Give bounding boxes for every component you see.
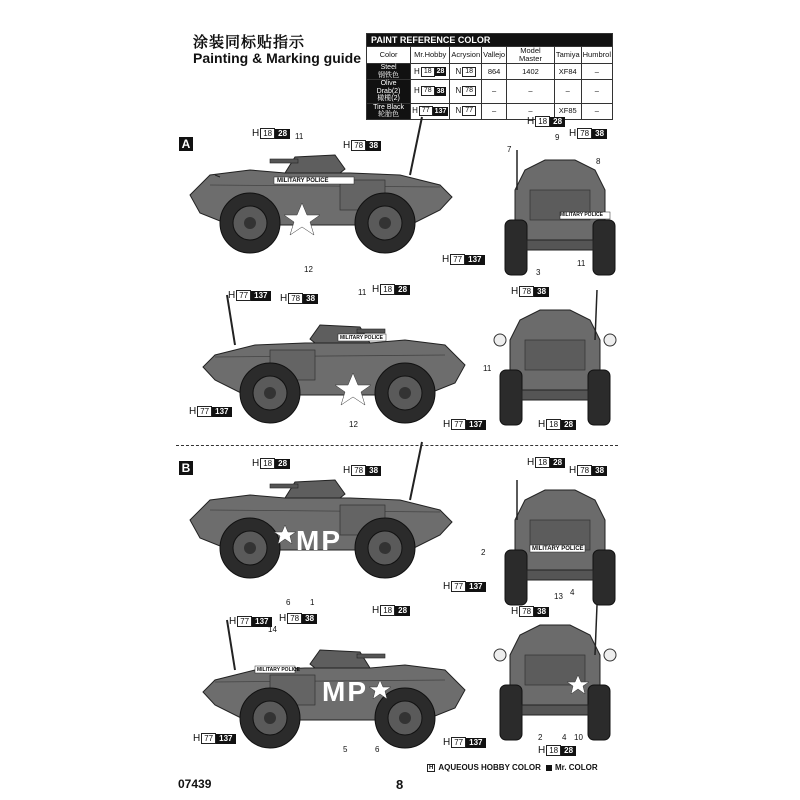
n-code: 78 — [462, 86, 476, 96]
humbrol-cell: – — [581, 80, 612, 104]
vehicle-b-front-view — [494, 605, 616, 740]
h-code: 18 — [535, 457, 550, 468]
vehicle-a-front-view — [494, 290, 616, 425]
callout-olive — [511, 606, 549, 617]
h-code: 78 — [421, 86, 435, 96]
h-code: 18 — [546, 419, 561, 430]
catalog-number: 07439 — [178, 777, 212, 791]
color-name-cn: 橄榄(2) — [377, 95, 400, 102]
part-number: 6 — [286, 598, 291, 607]
h-letter: H — [229, 616, 237, 627]
tamiya-cell: XF85 — [554, 103, 581, 119]
vehicle-b1-side — [190, 442, 452, 578]
c-code: 137 — [465, 255, 484, 265]
h-code: 18 — [380, 284, 395, 295]
c-code: 28 — [561, 420, 576, 430]
humbrol-cell: – — [581, 103, 612, 119]
part-number: 12 — [304, 265, 313, 274]
callout-olive — [343, 465, 381, 476]
h-code: 18 — [380, 605, 395, 616]
col-acrysion: Acrysion — [450, 47, 482, 64]
n-letter: N — [455, 106, 462, 115]
color-name-en: Olive Drab(2) — [376, 80, 401, 95]
callout-tire — [443, 419, 486, 430]
c-code: 137 — [251, 291, 270, 301]
h-code: 78 — [577, 128, 592, 139]
h-letter: H — [443, 737, 451, 748]
callout-tire — [442, 254, 485, 265]
callout-tire — [443, 581, 486, 592]
c-code: 137 — [466, 738, 485, 748]
h-letter: H — [414, 86, 420, 96]
color-name-cn: 钢铁色 — [378, 71, 400, 79]
c-code: 28 — [561, 746, 576, 756]
part-number: 1 — [310, 598, 315, 607]
h-letter: H — [189, 406, 197, 417]
h-code: 78 — [287, 613, 302, 624]
h-code: 78 — [519, 606, 534, 617]
c-code: 28 — [550, 458, 565, 468]
h-code: 18 — [260, 128, 275, 139]
title-chinese: 涂装同标贴指示 — [193, 33, 306, 51]
col-modelmaster: Model Master — [507, 47, 555, 64]
c-code: 137 — [434, 107, 447, 115]
h-letter: H — [252, 128, 260, 139]
legend-mr-color-label: Mr. COLOR — [555, 763, 598, 772]
h-code: 77 — [236, 290, 251, 301]
c-code: 28 — [436, 68, 445, 75]
c-legend-box — [546, 765, 552, 771]
c-code: 28 — [395, 606, 410, 616]
page-number: 8 — [396, 777, 404, 792]
h-code: 77 — [450, 254, 465, 265]
part-number: 2 — [538, 733, 543, 742]
h-letter: H — [280, 293, 288, 304]
callout-steel — [527, 116, 565, 127]
n-letter: N — [455, 86, 462, 96]
vehicle-a2-side — [203, 295, 465, 423]
c-code: 28 — [275, 459, 290, 469]
h-code: 77 — [451, 737, 466, 748]
callout-steel — [252, 458, 290, 469]
n-code: 18 — [462, 67, 476, 77]
h-code: 77 — [451, 581, 466, 592]
c-code: 38 — [592, 129, 607, 139]
h-letter: H — [443, 419, 451, 430]
h-letter: H — [279, 613, 287, 624]
vallejo-cell: – — [482, 103, 507, 119]
h-letter: H — [511, 286, 519, 297]
h-letter: H — [569, 128, 577, 139]
c-code: 28 — [550, 117, 565, 127]
h-letter: H — [527, 457, 535, 468]
c-code: 137 — [252, 617, 271, 627]
n-code: 77 — [462, 106, 476, 116]
c-code: 137 — [466, 582, 485, 592]
h-code: 77 — [451, 419, 466, 430]
part-number: 11 — [295, 132, 304, 141]
callout-steel — [372, 605, 410, 616]
part-number: 5 — [343, 745, 348, 754]
table-header: PAINT REFERENCE COLOR — [367, 34, 613, 47]
part-number: 10 — [574, 733, 583, 742]
c-code: 28 — [275, 129, 290, 139]
part-number: 13 — [554, 592, 563, 601]
callout-olive — [511, 286, 549, 297]
callout-steel — [372, 284, 410, 295]
section-a-marker: A — [179, 137, 193, 151]
legend-aqueous — [427, 763, 541, 772]
col-humbrol: Humbrol — [581, 47, 612, 64]
part-number: 4 — [562, 733, 567, 742]
part-number: 3 — [536, 268, 541, 277]
vallejo-cell: – — [482, 80, 507, 104]
c-code: 38 — [534, 607, 549, 617]
h-letter: H — [372, 605, 380, 616]
part-number: 11 — [358, 288, 367, 297]
h-letter: H — [569, 465, 577, 476]
h-letter: H — [538, 419, 546, 430]
h-code: 18 — [260, 458, 275, 469]
c-code: 38 — [303, 294, 318, 304]
color-name-cn: 轮胎色 — [378, 111, 400, 118]
c-code: 137 — [212, 407, 231, 417]
h-letter: H — [414, 66, 420, 76]
callout-steel — [252, 128, 290, 139]
color-name-en: Tire Black — [373, 103, 404, 111]
col-color: Color — [367, 47, 411, 64]
part-number: 6 — [375, 745, 380, 754]
callout-tire — [193, 733, 236, 744]
col-tamiya: Tamiya — [554, 47, 581, 64]
modelmaster-cell: 1402 — [507, 64, 555, 80]
h-letter: H — [228, 290, 236, 301]
decal-military-police-b2: MILITARY POLICE — [257, 667, 300, 673]
callout-olive — [569, 128, 607, 139]
legend-mr-color — [546, 763, 598, 772]
c-code: 137 — [466, 420, 485, 430]
decal-military-police-a-rear: MILITARY POLICE — [560, 212, 603, 218]
h-legend-box: H — [429, 764, 434, 771]
h-code: 78 — [351, 465, 366, 476]
section-b-marker: B — [179, 461, 193, 475]
h-code: 18 — [535, 116, 550, 127]
h-letter: H — [443, 581, 451, 592]
h-code: 77 — [237, 616, 252, 627]
h-letter: H — [442, 254, 450, 265]
callout-olive — [569, 465, 607, 476]
modelmaster-cell: – — [507, 80, 555, 104]
tamiya-cell: XF84 — [554, 64, 581, 80]
h-code: 77 — [197, 406, 212, 417]
vehicle-b-rear-view — [505, 480, 615, 605]
h-letter: H — [343, 140, 351, 151]
c-code: 38 — [366, 141, 381, 151]
callout-tire — [229, 616, 272, 627]
modelmaster-cell: – — [507, 103, 555, 119]
callout-steel — [538, 745, 576, 756]
part-number: 11 — [577, 259, 586, 268]
h-code: 18 — [421, 67, 435, 77]
h-letter: H — [511, 606, 519, 617]
n-letter: N — [455, 66, 462, 76]
h-letter: H — [193, 733, 201, 744]
part-number: 8 — [596, 157, 601, 166]
c-code: 28 — [395, 285, 410, 295]
vehicle-a1-side — [190, 117, 452, 253]
c-code: 38 — [592, 466, 607, 476]
h-code: 18 — [546, 745, 561, 756]
h-code: 78 — [288, 293, 303, 304]
decal-military-police-a1: MILITARY POLICE — [277, 178, 329, 184]
part-number: 7 — [507, 145, 512, 154]
h-letter: H — [527, 116, 535, 127]
h-letter: H — [252, 458, 260, 469]
h-code: 78 — [577, 465, 592, 476]
callout-steel — [538, 419, 576, 430]
h-code: 78 — [519, 286, 534, 297]
decal-military-police-a2: MILITARY POLICE — [340, 335, 383, 341]
part-number: 2 — [481, 548, 486, 557]
title-english: Painting & Marking guide — [193, 50, 362, 66]
callout-steel — [527, 457, 565, 468]
part-number: 9 — [555, 133, 560, 142]
vallejo-cell: 864 — [482, 64, 507, 80]
c-code: 38 — [534, 287, 549, 297]
tamiya-cell: – — [554, 80, 581, 104]
humbrol-cell: – — [581, 64, 612, 80]
callout-tire — [228, 290, 271, 301]
h-letter: H — [412, 106, 418, 115]
callout-olive — [280, 293, 318, 304]
col-mrhobby: Mr.Hobby — [411, 47, 450, 64]
c-code: 38 — [366, 466, 381, 476]
decal-mp-b2: MP — [322, 676, 368, 707]
h-letter: H — [538, 745, 546, 756]
h-code: 78 — [351, 140, 366, 151]
color-name-en: Steel — [380, 64, 397, 71]
part-number: 14 — [268, 625, 277, 634]
legend-aqueous-label: AQUEOUS HOBBY COLOR — [438, 763, 541, 772]
h-letter: H — [343, 465, 351, 476]
decal-mp-b1: MP — [296, 525, 342, 556]
c-code: 137 — [216, 734, 235, 744]
decal-military-police-b-rear: MILITARY POLICE — [532, 546, 584, 552]
h-code: 77 — [419, 106, 433, 116]
part-number: 12 — [349, 420, 358, 429]
c-code: 38 — [302, 614, 317, 624]
callout-olive — [343, 140, 381, 151]
callout-olive — [279, 613, 317, 624]
c-code: 38 — [436, 87, 445, 95]
col-vallejo: Vallejo — [482, 47, 507, 64]
h-letter: H — [372, 284, 380, 295]
callout-tire — [443, 737, 486, 748]
h-code: 77 — [201, 733, 216, 744]
callout-tire — [189, 406, 232, 417]
part-number: 4 — [570, 588, 575, 597]
part-number: 11 — [483, 364, 492, 373]
